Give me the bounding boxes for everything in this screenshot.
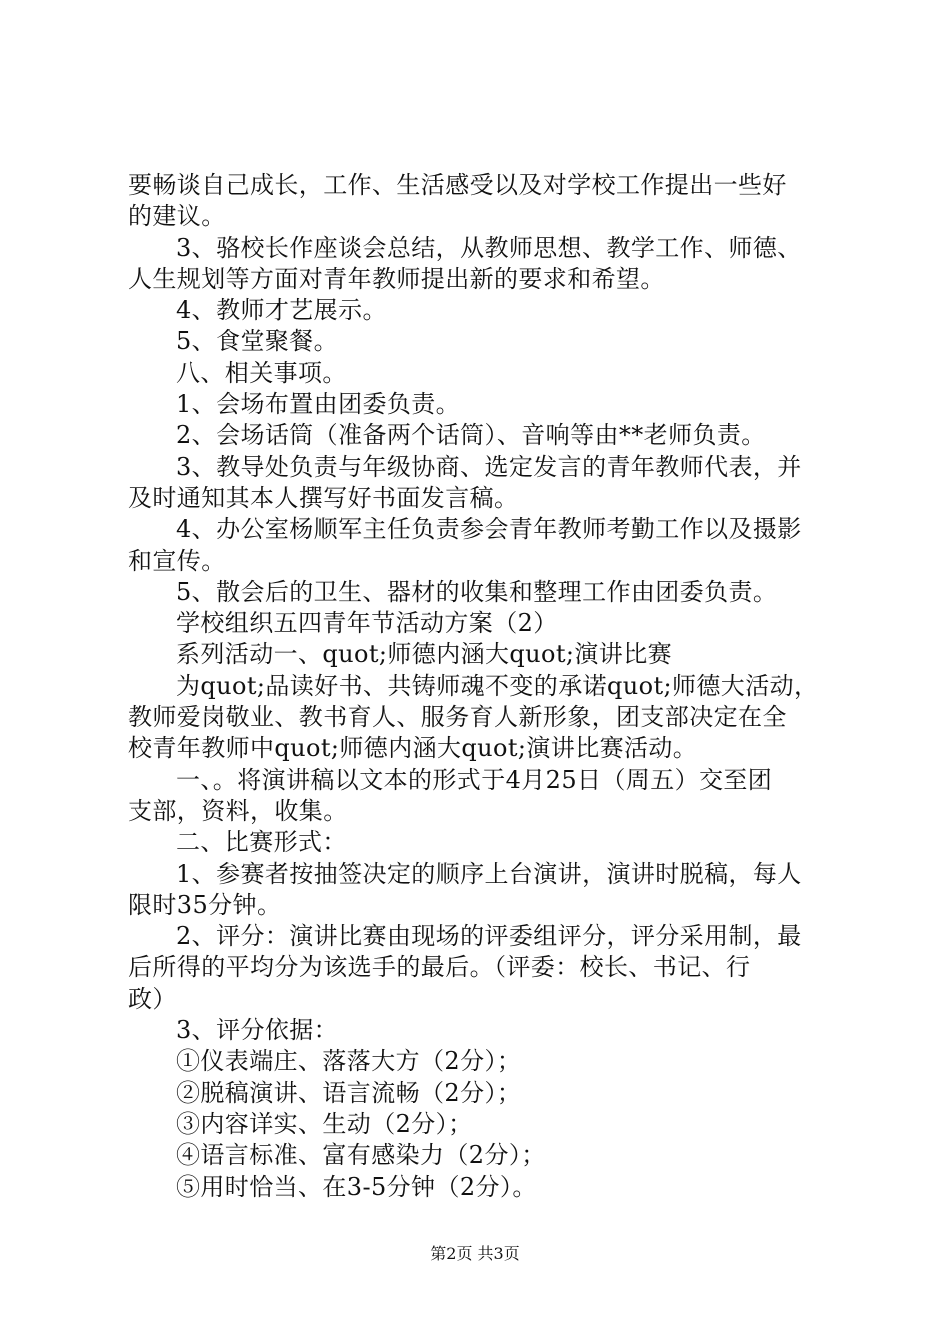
text-line: 教师爱岗敬业、教书育人、服务育人新形象，团支部决定在全 <box>128 703 787 732</box>
text-line: 为quot;品读好书、共铸师魂不变的承诺quot;师德大活动， <box>176 671 819 700</box>
text-line: ③内容详实、生动（2分）； <box>176 1109 473 1138</box>
text-line: 2、会场话筒（准备两个话筒）、音响等由**老师负责。 <box>176 421 766 450</box>
text-line: 政） <box>128 984 177 1013</box>
text-line: 5、散会后的卫生、器材的收集和整理工作由团委负责。 <box>176 577 778 606</box>
text-line: 2、评分：演讲比赛由现场的评委组评分，评分采用制，最 <box>176 922 802 951</box>
text-line: 3、评分依据： <box>176 1016 339 1045</box>
document-body <box>128 170 838 1203</box>
text-line: 系列活动一、quot;师德内涵大quot;演讲比赛 <box>176 640 672 669</box>
text-line: 4、教师才艺展示。 <box>176 296 387 325</box>
text-line: 学校组织五四青年节活动方案（2） <box>176 609 558 638</box>
text-line: 4、办公室杨顺军主任负责参会青年教师考勤工作以及摄影 <box>176 515 802 544</box>
text-line: 3、骆校长作座谈会总结，从教师思想、教学工作、师德、 <box>176 233 802 262</box>
text-line: 的建议。 <box>128 202 226 231</box>
text-line: ②脱稿演讲、语言流畅（2分）； <box>176 1078 522 1107</box>
text-line: 二、比赛形式： <box>176 828 347 857</box>
text-line: 及时通知其本人撰写好书面发言稿。 <box>128 483 519 512</box>
text-line: 要畅谈自己成长，工作、生活感受以及对学校工作提出一些好 <box>128 171 787 199</box>
text-line: 和宣传。 <box>128 546 226 575</box>
text-line: 限时35分钟。 <box>128 890 282 919</box>
page-footer: 第2页 共3页 <box>430 1244 520 1263</box>
text-line: 一、。将演讲稿以文本的形式于4月25日（周五）交至团 <box>176 765 773 794</box>
text-line: ④语言标准、富有感染力（2分）； <box>176 1141 546 1170</box>
text-line: 3、教导处负责与年级协商、选定发言的青年教师代表，并 <box>176 452 802 481</box>
text-line: 支部，资料，收集。 <box>128 796 348 825</box>
text-line: 后所得的平均分为该选手的最后。（评委：校长、书记、行 <box>128 953 751 982</box>
text-line: ①仪表端庄、落落大方（2分）； <box>176 1047 522 1076</box>
text-line: 1、参赛者按抽签决定的顺序上台演讲，演讲时脱稿，每人 <box>176 859 802 888</box>
text-line: 1、会场布置由团委负责。 <box>176 390 461 419</box>
text-line: 校青年教师中quot;师德内涵大quot;演讲比赛活动。 <box>128 734 698 763</box>
text-line: 人生规划等方面对青年教师提出新的要求和希望。 <box>128 264 665 293</box>
text-line: 八、相关事项。 <box>176 358 347 387</box>
text-line: ⑤用时恰当、在3-5分钟（2分）。 <box>176 1172 537 1201</box>
text-line: 5、食堂聚餐。 <box>176 327 339 356</box>
